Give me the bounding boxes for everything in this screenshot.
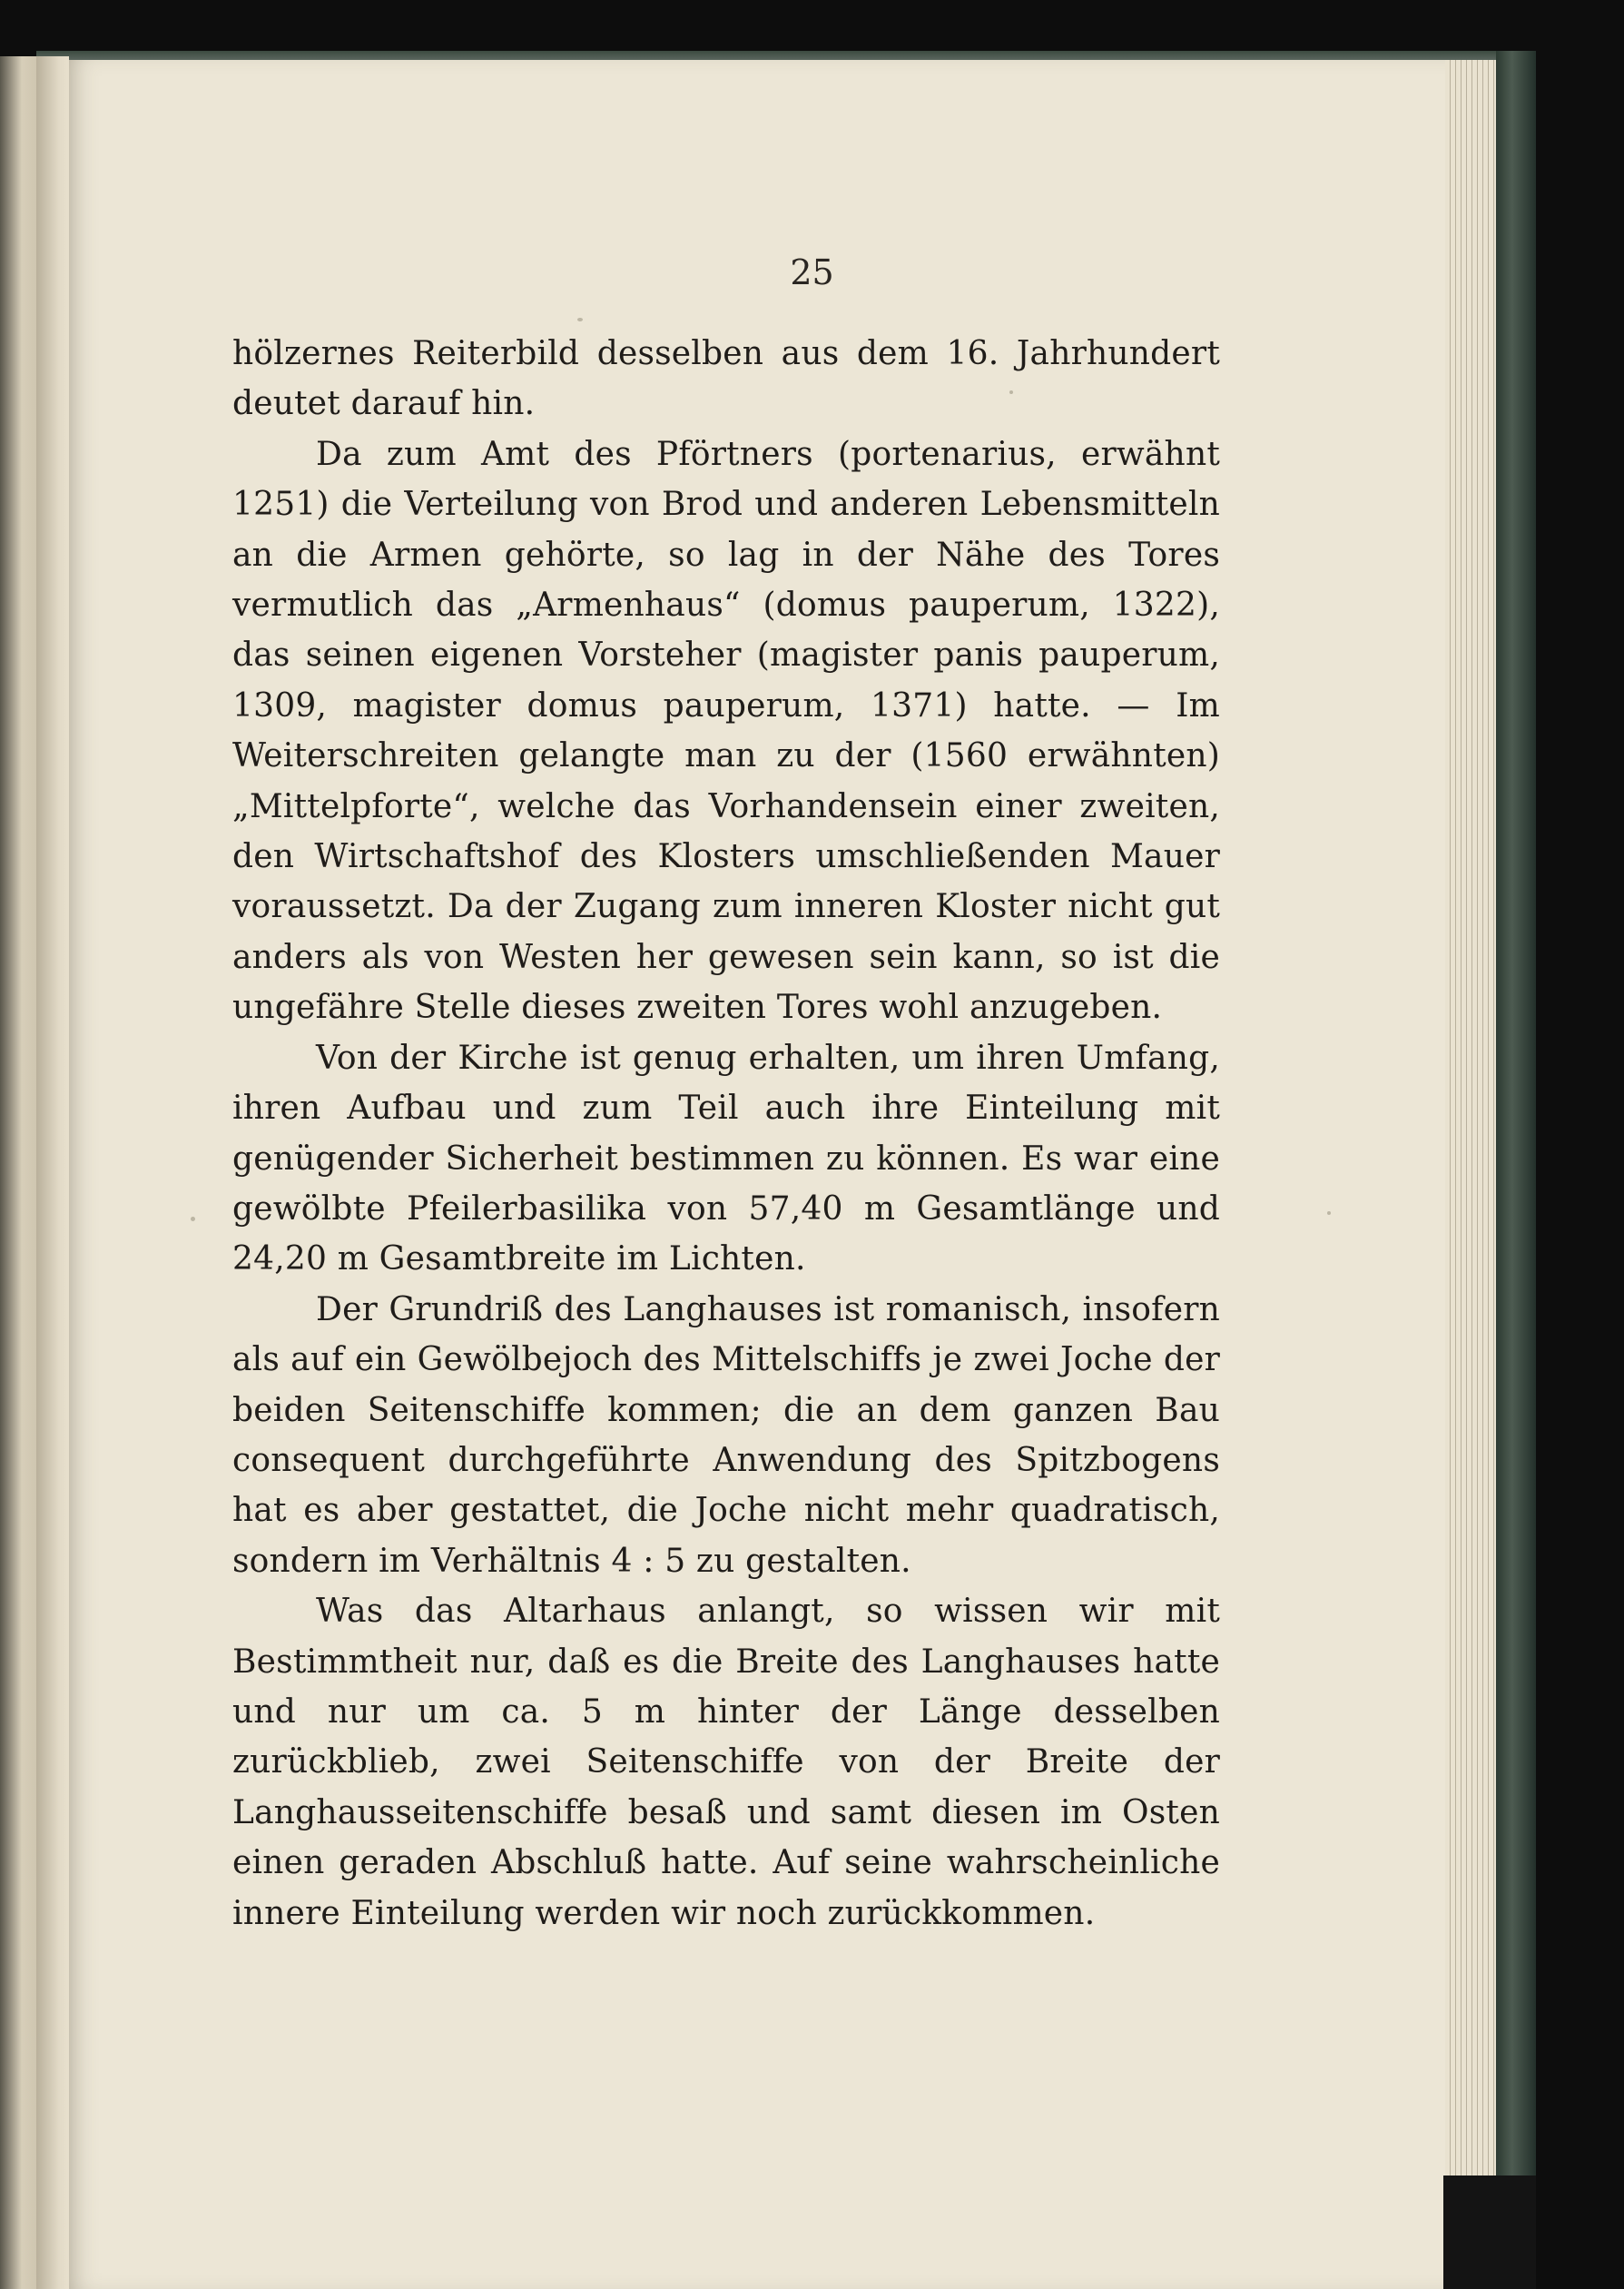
body-text — [232, 329, 1220, 1939]
page-number-text: 25 — [790, 252, 834, 292]
scan-background-corner — [1443, 2176, 1536, 2289]
book-cover-right-edge — [1496, 51, 1536, 2194]
paragraph: Was das Altarhaus anlangt, so wissen wir mit Bestimmtheit nur, daß es die Breite des Langhauses hatte und nur um ca. 5 m hinter der Länge desselben zurückblieb, zwei Seitenschiffe von der Breite der Langhausseitenschiffe besaß und samt diesen im Osten einen geraden Abschluß hatte. Auf seine wahrscheinliche innere Einteilung werden wir noch zurückkommen. — [232, 1593, 1220, 1932]
left-page-edge — [0, 56, 36, 2289]
page-number — [0, 252, 1624, 292]
paper-speck — [191, 1217, 195, 1221]
book-gutter — [36, 56, 69, 2289]
paragraph: hölzernes Reiterbild desselben aus dem 16. Jahrhundert deutet darauf hin. — [232, 335, 1220, 423]
paper-speck — [1327, 1211, 1331, 1215]
paragraph: Da zum Amt des Pförtners (portenarius, erwähnt 1251) die Verteilung von Brod und anderen Lebensmitteln an die Armen gehörte, so lag in der Nähe des Tores vermutlich das „Armenhaus“ (domus pauperum, 1322), das seinen eigenen Vorsteher (magister panis pauperum, 1309, magister domus pauperum, 1371) hatte. — Im Weiterschreiten gelangte man zu der (1560 erwähnten) „Mittelpforte“, welche das Vorhandensein einer zweiten, den Wirtschaftshof des Klosters umschließenden Mauer voraussetzt. Da der Zugang zum inneren Kloster nicht gut anders als von Westen her gewesen sein kann, so ist die ungefähre Stelle dieses zweiten Tores wohl anzugeben. — [232, 435, 1220, 1027]
paragraph: Von der Kirche ist genug erhalten, um ihren Umfang, ihren Aufbau und zum Teil auch ihre Einteilung mit genügender Sicherheit bestimmen zu können. Es war eine gewölbte Pfeilerbasilika von 57,40 m Gesamtlänge und 24,20 m Gesamtbreite im Lichten. — [232, 1039, 1220, 1278]
paragraph: Der Grundriß des Langhauses ist romanisch, insofern als auf ein Gewölbejoch des Mittelschiffs je zwei Joche der beiden Seitenschiffe kommen; die an dem ganzen Bau consequent durchgeführte Anwendung des Spitzbogens hat es aber gestattet, die Joche nicht mehr quadratisch, sondern im Verhältnis 4 : 5 zu gestalten. — [232, 1290, 1220, 1580]
page-stack-edge — [1445, 60, 1498, 2176]
paper-speck — [577, 318, 583, 321]
